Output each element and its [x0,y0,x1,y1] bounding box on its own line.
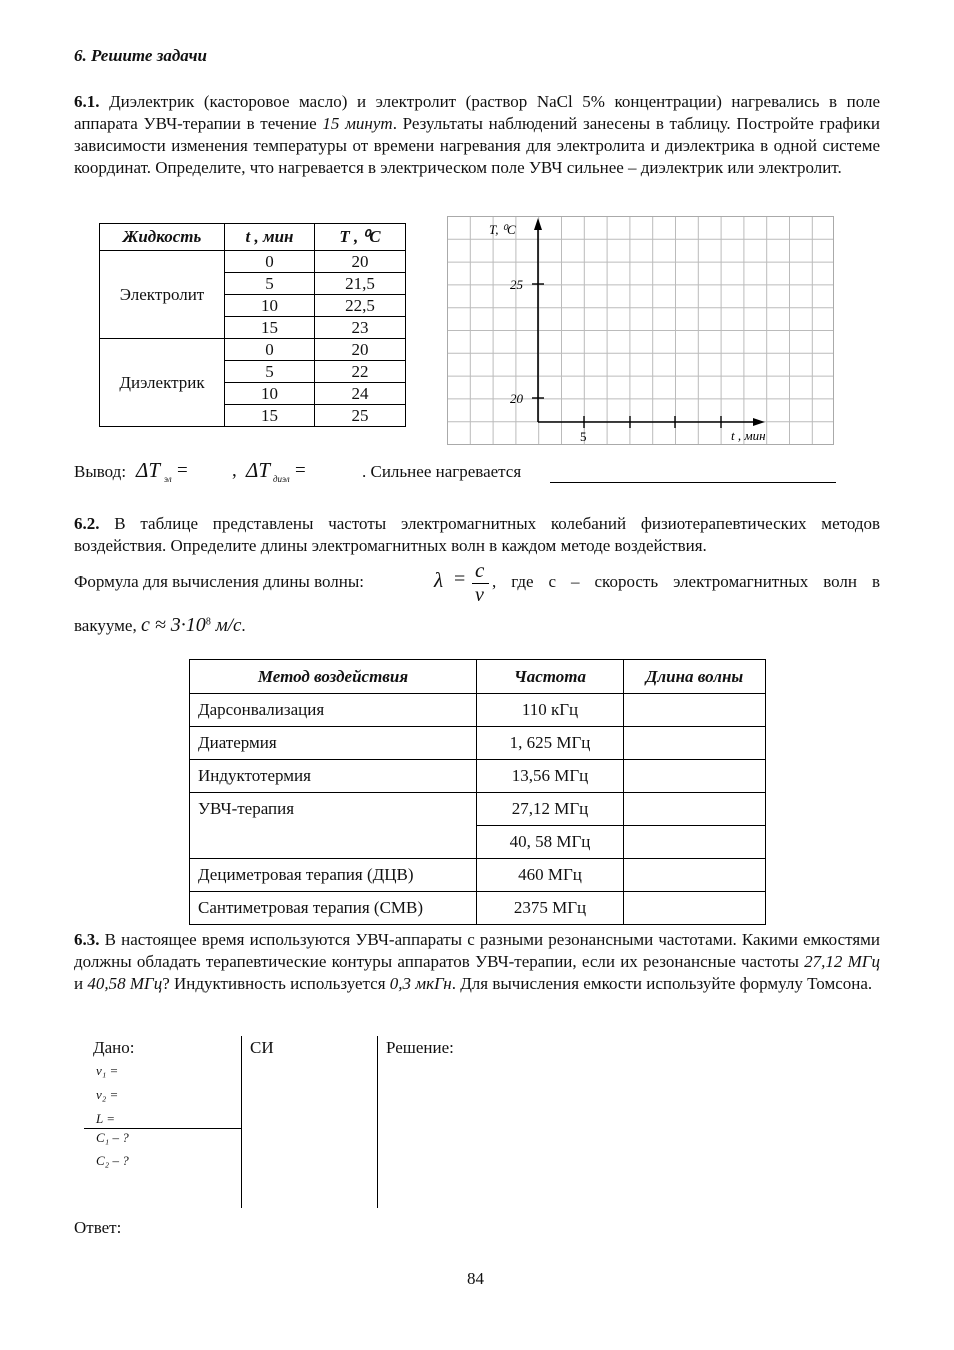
eq-diel: = [295,460,306,481]
sep: , [232,460,237,481]
section-title: 6. Решите задачи [74,46,207,65]
liquid-cell: Диэлектрик [100,339,225,427]
c-value: c ≈ 3·10 [140,614,206,636]
table-row [190,694,766,727]
y-tick-25: 25 [510,277,523,292]
col-frequency: Частота [477,660,624,694]
col-time: t , мин [225,224,315,251]
c-dot: . [241,616,246,635]
wavelength-cell [624,694,766,727]
conclusion-tail: . Сильнее нагревается [362,462,522,481]
conclusion-prefix: Вывод: [74,462,127,481]
answer-label: Ответ: [74,1218,122,1237]
temp-cell: 25 [315,405,406,427]
lambda-symbol: λ [434,568,444,592]
time-cell: 5 [225,273,315,295]
conclusion-line [74,458,844,488]
formula-suffix: , где c – скорость электромагнитных волн в [492,572,880,591]
given-v2: ν₂ = [96,1087,119,1102]
task3-text-a: В настоящее время используются УВЧ-аппараты с разными резонансными частотами. Какими емкостями должны обладать терапевтические контуры аппаратов УВЧ-терапии, если их резонансные частоты [74,930,880,971]
liquid-cell: Электролит [100,251,225,339]
task1-time: 15 минут [322,114,393,133]
task3-text-b: ? Индуктивность используется [162,974,390,993]
time-cell: 0 [225,251,315,273]
x-axis-arrow [753,418,765,426]
freq-cell: 460 МГц [477,859,624,892]
sub-el: эл [164,474,172,484]
x-axis-label: t , мин [731,428,766,443]
wavelength-cell [624,727,766,760]
temp-cell: 21,5 [315,273,406,295]
freq-cell: 2375 МГц [477,892,624,925]
wavelength-cell [624,793,766,826]
task3-inductance: 0,3 мкГн [389,974,452,993]
freq-cell: 1, 625 МГц [477,727,624,760]
freq-cell: 40, 58 МГц [477,826,624,859]
method-cell: УВЧ-терапия [190,793,477,859]
freq-cell: 27,12 МГц [477,793,624,826]
time-cell: 15 [225,405,315,427]
delta-t-el: ΔT [136,458,161,482]
table-row [100,251,406,273]
y-axis-label: T, ⁰C [489,222,516,237]
method-cell: Диатермия [190,727,477,760]
x-tick-5: 5 [580,429,587,444]
table-row [100,339,406,361]
time-cell: 10 [225,295,315,317]
table-row [190,727,766,760]
col-wavelength: Длина волны [624,660,766,694]
wavelength-cell [624,760,766,793]
vacuum-line [74,614,246,637]
temp-cell: 22 [315,361,406,383]
table-row [190,760,766,793]
time-cell: 15 [225,317,315,339]
task3-f1: 27,12 МГц [804,952,880,971]
heating-table [99,223,406,427]
table-row [190,859,766,892]
solution-label: Решение: [386,1038,454,1057]
task1-number: 6.1. [74,92,100,111]
given-divider [84,1128,241,1129]
time-cell: 5 [225,361,315,383]
wavelength-cell [624,892,766,925]
find-c2: C₂ – ? [96,1153,129,1168]
task3-f2: 40,58 МГц [87,974,163,993]
find-c1: C₁ – ? [96,1130,129,1145]
delta-t-diel: ΔT [246,458,271,482]
y-tick-20: 20 [510,391,523,406]
col-temp: T , ⁰C [315,224,406,251]
time-cell: 0 [225,339,315,361]
table-row [190,892,766,925]
task1-text [74,91,880,179]
temp-cell: 20 [315,339,406,361]
given-v1: ν₁ = [96,1063,119,1078]
formula-prefix: Формула для вычисления длины волны: [74,572,365,591]
method-cell: Дарсонвализация [190,694,477,727]
sub-diel: диэл [273,474,290,484]
formula-numerator: c [475,558,485,582]
temp-cell: 22,5 [315,295,406,317]
formula-denominator: ν [475,584,484,606]
task3-text [74,929,880,995]
table-row [190,793,766,826]
wavelength-cell [624,826,766,859]
temp-cell: 23 [315,317,406,339]
task1-text-b: . Результаты наблюдений занесены в таблицу. Постройте графики зависимости изменения температуры от времени нагревания для электролита и диэлектрика в одной системе координат. Определите, что нагревается в электрическом поле УВЧ сильнее – диэлектрик или электролит. [74,114,880,177]
given-L: L = [96,1111,116,1126]
task2-text [74,513,880,557]
temp-cell: 24 [315,383,406,405]
time-cell: 10 [225,383,315,405]
method-cell: Индуктотермия [190,760,477,793]
method-cell: Сантиметровая терапия (СМВ) [190,892,477,925]
wavelength-formula-line [74,560,880,610]
si-divider [241,1036,242,1208]
task3-number: 6.3. [74,930,100,949]
si-label: СИ [250,1038,274,1057]
y-axis-arrow [534,218,542,230]
task3-and: и [74,974,88,993]
method-cell: Дециметровая терапия (ДЦВ) [190,859,477,892]
vacuum-text: вакууме, [74,616,141,635]
wavelength-cell [624,859,766,892]
eq-el: = [177,460,188,481]
temp-cell: 20 [315,251,406,273]
given-label: Дано: [93,1038,135,1057]
page-number: 84 [467,1269,484,1288]
frequency-table [189,659,766,925]
answer-blank-line [550,482,836,483]
c-exponent: 8 [205,616,211,628]
formula-equals: = [454,568,466,590]
task3-text-c: . Для вычисления емкости используйте формулу Томсона. [451,974,873,993]
task2-text-body: В таблице представлены частоты электромагнитных колебаний физиотерапевтических методов воздействия. Определите длины электромагнитных волн в каждом методе воздействия. [74,514,881,555]
solution-divider [377,1036,378,1208]
task2-number: 6.2. [74,514,100,533]
col-method: Метод воздействия [190,660,477,694]
col-liquid: Жидкость [100,224,225,251]
freq-cell: 110 кГц [477,694,624,727]
task1-text-a: Диэлектрик (касторовое масло) и электролит (раствор NaCl 5% концентрации) нагревались в поле аппарата УВЧ-терапии в течение [74,92,880,133]
freq-cell: 13,56 МГц [477,760,624,793]
c-unit: м/с [210,615,242,636]
temperature-graph [447,216,835,446]
